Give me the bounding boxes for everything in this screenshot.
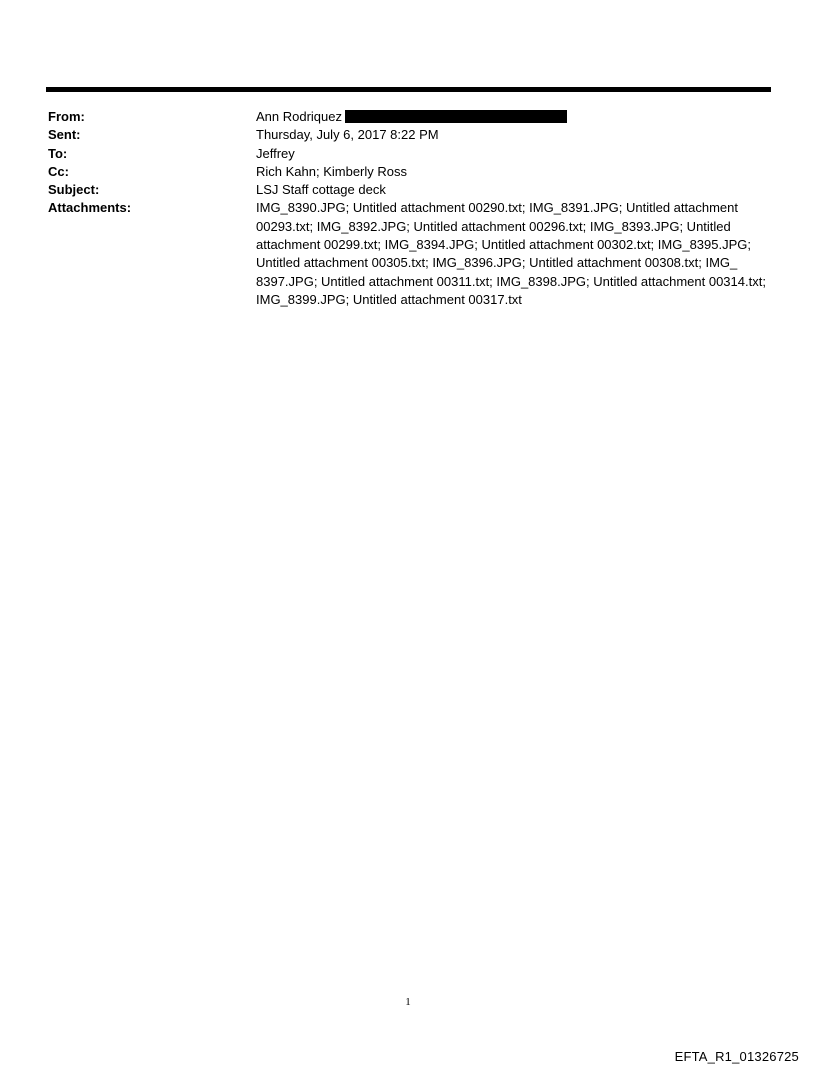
header-divider [46,87,771,92]
sent-row [48,126,768,144]
to-label: To: [48,145,68,161]
subject-row [48,181,768,199]
page-number: 1 [405,996,411,1008]
from-value: Ann Rodriquez [256,109,342,124]
attachments-label: Attachments: [48,200,132,216]
to-row [48,145,768,163]
redaction-block [345,110,567,123]
cc-row [48,163,768,181]
sent-value: Thursday, July 6, 2017 8:22 PM [256,127,439,143]
attachments-row [48,199,768,309]
email-header [48,108,768,309]
subject-value: LSJ Staff cottage deck [256,182,386,198]
cc-value: Rich Kahn; Kimberly Ross [256,163,407,179]
to-value: Jeffrey [256,145,295,161]
from-label: From: [48,109,85,124]
sent-label: Sent: [48,127,81,143]
attachments-value: IMG_8390.JPG; Untitled attachment 00290.txt; IMG_8391.JPG; Untitled attachment 00293.txt; IMG_8392.JPG; Untitled attachment 00296.txt; IMG_8393.JPG; Untitled attachment 00299.txt; IMG_8394.JPG; Untitled attachment 00302.txt; IMG_8395.JPG; Untitled attachment 00305.txt; IMG_8396.JPG; Untitled attachment 00308.txt; IMG_ 8397.JPG; Untitled attachment 00311.txt; IMG_8398.JPG; Untitled attachment 00314.txt; IMG_8399.JPG; Untitled attachment 00317.txt [256,200,766,307]
from-row [48,108,768,126]
bates-number: EFTA_R1_01326725 [674,1049,799,1064]
from-value-container [256,108,768,126]
subject-label: Subject: [48,182,100,198]
cc-label: Cc: [48,163,69,179]
